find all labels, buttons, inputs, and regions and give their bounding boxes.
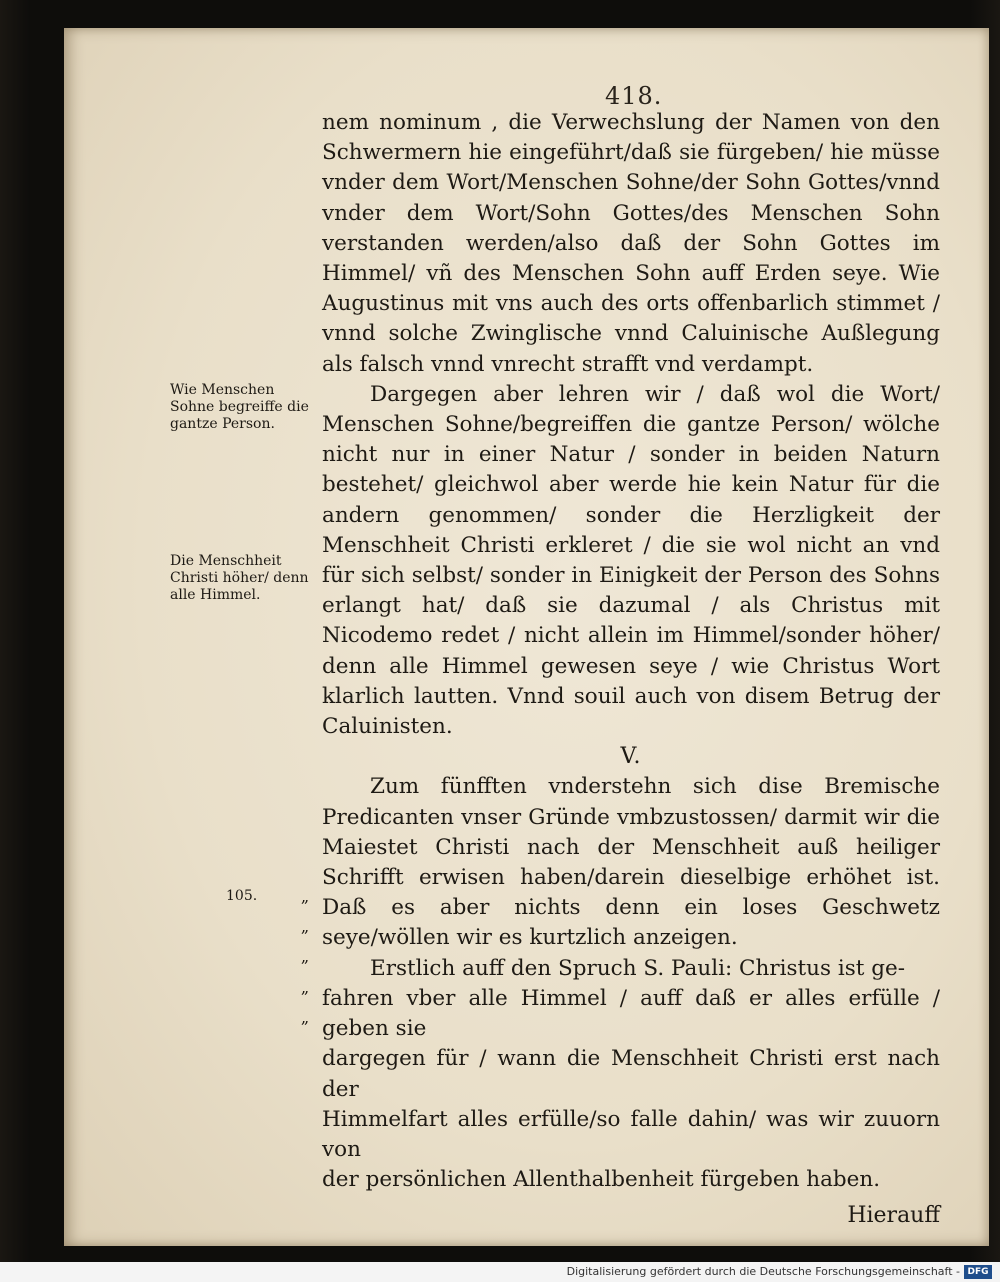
catchword: Hierauff (847, 1203, 940, 1229)
margin-reference-number: 105. (226, 888, 258, 904)
quote-mark: „ (300, 1007, 310, 1027)
section-numeral: V. (620, 744, 642, 770)
footer-credit: Digitalisierung gefördert durch die Deutsche Forschungsgemeinschaft - (566, 1265, 960, 1278)
quotation-marks-column (292, 882, 318, 1033)
main-text-column (322, 108, 940, 1232)
quoted-line: Himmelfart alles erfülle/so falle dahin/ was wir zuuorn von (322, 1106, 940, 1162)
quoted-passage (322, 954, 940, 1196)
footer-bar (0, 1262, 1000, 1282)
paragraph-dargegen: Dargegen aber lehren wir / daß wol die Wort/ Menschen Sohne/begreiffen die gantze Person/ wölche nicht nur in einer Natur / sonder in beiden Naturn bestehet/ gleichwol aber werde hie kein Natur für die andern genommen/ sonder die Herzligkeit der Menschheit Christi erkleret / die sie wol nicht an vnd für sich selbst/ sonder in Einigkeit der Person des Sohns erlangt hat/ daß sie dazumal / als Christus mit Nicodemo redet / nicht allein im Himmel/sonder höher/ denn alle Himmel gewesen seye / wie Christus Wort klarlich lautten. Vnnd souil auch von disem Betrug der Caluinisten. (322, 381, 940, 740)
dfg-logo-icon: DFG (964, 1265, 992, 1279)
quoted-line: dargegen für / wann die Menschheit Christi erst nach der (322, 1046, 940, 1102)
margin-note-menschen-sohne: Wie Menschen Sohne begreiffe die gantze Person. (170, 382, 309, 432)
paragraph-section-v: Zum fünfften vnderstehn sich dise Bremische Predicanten vnser Gründe vmbzustossen/ darmit wir die Maiestet Christi nach der Menschheit auß heiliger Schrifft erwisen haben/darein dieselbige erhöhet ist. Daß es aber nichts denn ein loses Geschwetz seye/wöllen wir es kurtzlich anzeigen. (322, 774, 940, 951)
quote-mark: „ (300, 977, 310, 997)
margin-note-menschheit-christi: Die Menschheit Christi höher/ denn alle Himmel. (170, 553, 309, 603)
quoted-line: fahren vber alle Himmel / auff daß er alles erfülle / geben sie (322, 985, 940, 1042)
quoted-line: Erstlich auff den Spruch S. Pauli: Christus ist ge- (370, 955, 906, 981)
page-number: 418. (605, 82, 663, 110)
quote-mark: „ (300, 917, 310, 937)
paragraph-continuation: nem nominum , die Verwechslung der Namen von den Schwermern hie eingeführt/daß sie fürgeben/ hie müsse vnder dem Wort/Menschen Sohne/der Sohn Gottes/vnnd vnder dem Wort/Sohn Gottes/des Menschen Sohn verstanden werden/also daß der Sohn Gottes im Himmel/ vñ des Menschen Sohn auff Erden seye. Wie Augustinus mit vns auch des orts offenbarlich stimmet / vnnd solche Zwinglische vnnd Caluinische Außlegung als falsch vnnd vnrecht strafft vnd verdampt. (322, 110, 940, 377)
quoted-line: der persönlichen Allenthalbenheit fürgeben haben. (322, 1167, 881, 1193)
quote-mark: „ (300, 887, 310, 906)
quote-mark: „ (300, 947, 310, 967)
